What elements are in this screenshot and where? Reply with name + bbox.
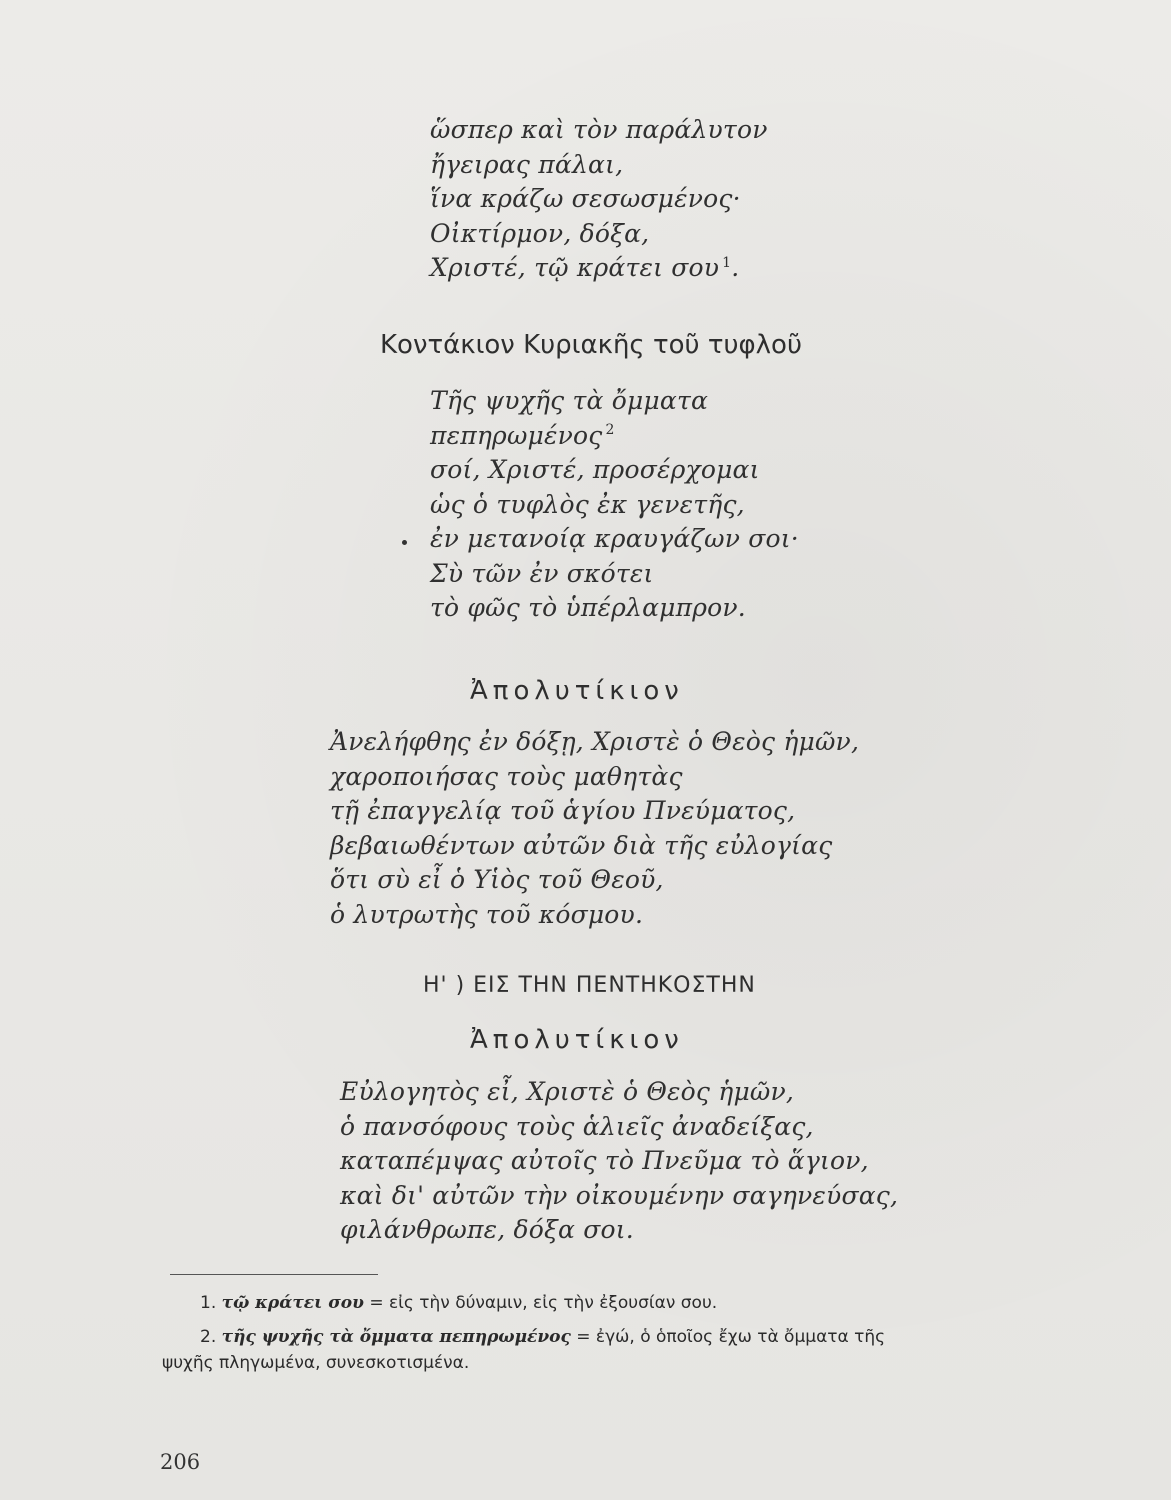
- verse-line: Οἰκτίρμον, δόξα,: [430, 218, 650, 248]
- bullet-mark: [402, 540, 407, 545]
- footnote-ref-2: 2: [605, 422, 615, 439]
- verse-line: σοί, Χριστέ, προσέρχομαι: [430, 455, 760, 484]
- verse-line: καὶ δι' αὐτῶν τὴν οἰκουμένην σαγηνεύσας,: [340, 1180, 899, 1210]
- verse-line-with-footnote: [430, 419, 799, 454]
- verse-line: ἤγειρας πάλαι,: [430, 149, 624, 179]
- page-number: 206: [160, 1450, 201, 1474]
- verse-line-with-footnote: [430, 251, 768, 286]
- footnote-text: = εἰς τὴν δύναμιν, εἰς τὴν ἐξουσίαν σου.: [369, 1293, 718, 1313]
- verse-line: ὡς ὁ τυφλὸς ἐκ γενετῆς,: [430, 489, 745, 519]
- footnote-1: [200, 1290, 717, 1316]
- section-heading: Η' ) ΕΙΣ ΤΗΝ ΠΕΝΤΗΚΟΣΤΗΝ: [423, 973, 756, 998]
- verse-line: ἵνα κράζω σεσωσμένος·: [430, 184, 741, 213]
- footnote-term: τῷ κράτει σου: [221, 1293, 364, 1313]
- footnote-divider: [170, 1274, 378, 1275]
- footnote-2: [200, 1324, 885, 1350]
- apolytikion-heading: Ἀπολυτίκιον: [470, 676, 684, 706]
- verse-text: πεπηρωμένος: [430, 420, 603, 450]
- verse-line: ὁ πανσόφους τοὺς ἁλιεῖς ἀναδείξας,: [340, 1111, 814, 1141]
- verse-line: Σὺ τῶν ἐν σκότει: [430, 558, 654, 588]
- verse-line: ὁ λυτρωτὴς τοῦ κόσμου.: [330, 899, 644, 929]
- kontakion-heading: Κοντάκιον Κυριακῆς τοῦ τυφλοῦ: [380, 330, 803, 360]
- verse-tail: .: [731, 253, 740, 282]
- footnote-term: τῆς ψυχῆς τὰ ὄμματα πεπηρωμένος: [221, 1327, 571, 1347]
- verse-block-continuation: [430, 113, 768, 286]
- verse-line: καταπέμψας αὐτοῖς τὸ Πνεῦμα τὸ ἅγιον,: [340, 1146, 869, 1175]
- apolytikion-heading: Ἀπολυτίκιον: [470, 1025, 684, 1055]
- verse-block-apolytikion-pentecost: [340, 1075, 898, 1248]
- verse-line: τὸ φῶς τὸ ὑπέρλαμπρον.: [430, 593, 746, 622]
- footnote-2-continuation: ψυχῆς πληγωμένα, συνεσκοτισμένα.: [162, 1353, 470, 1373]
- verse-line: ἐν μετανοίᾳ κραυγάζων σοι·: [430, 524, 799, 553]
- verse-line: Ἀνελήφθης ἐν δόξῃ, Χριστὲ ὁ Θεὸς ἡμῶν,: [330, 727, 860, 756]
- verse-line: ὥσπερ καὶ τὸν παράλυτον: [430, 115, 768, 144]
- verse-line: ὅτι σὺ εἶ ὁ Υἱὸς τοῦ Θεοῦ,: [330, 865, 664, 894]
- footnote-ref-1: 1: [722, 254, 732, 271]
- verse-line: βεβαιωθέντων αὐτῶν διὰ τῆς εὐλογίας: [330, 830, 833, 860]
- verse-line: φιλάνθρωπε, δόξα σοι.: [340, 1215, 634, 1244]
- verse-line: τῇ ἐπαγγελίᾳ τοῦ ἁγίου Πνεύματος,: [330, 796, 796, 825]
- verse-line: Τῆς ψυχῆς τὰ ὄμματα: [430, 386, 709, 415]
- footnote-number: 1.: [200, 1293, 217, 1313]
- verse-block-kontakion: [430, 384, 799, 626]
- verse-text: Χριστέ, τῷ κράτει σου: [430, 253, 720, 282]
- footnote-number: 2.: [200, 1327, 217, 1347]
- verse-line: χαροποιήσας τοὺς μαθητὰς: [330, 761, 683, 791]
- verse-line: Εὐλογητὸς εἶ, Χριστὲ ὁ Θεὸς ἡμῶν,: [340, 1077, 795, 1106]
- verse-block-apolytikion-ascension: [330, 725, 859, 932]
- footnote-text: = ἐγώ, ὁ ὁποῖος ἔχω τὰ ὄμματα τῆς: [576, 1327, 886, 1347]
